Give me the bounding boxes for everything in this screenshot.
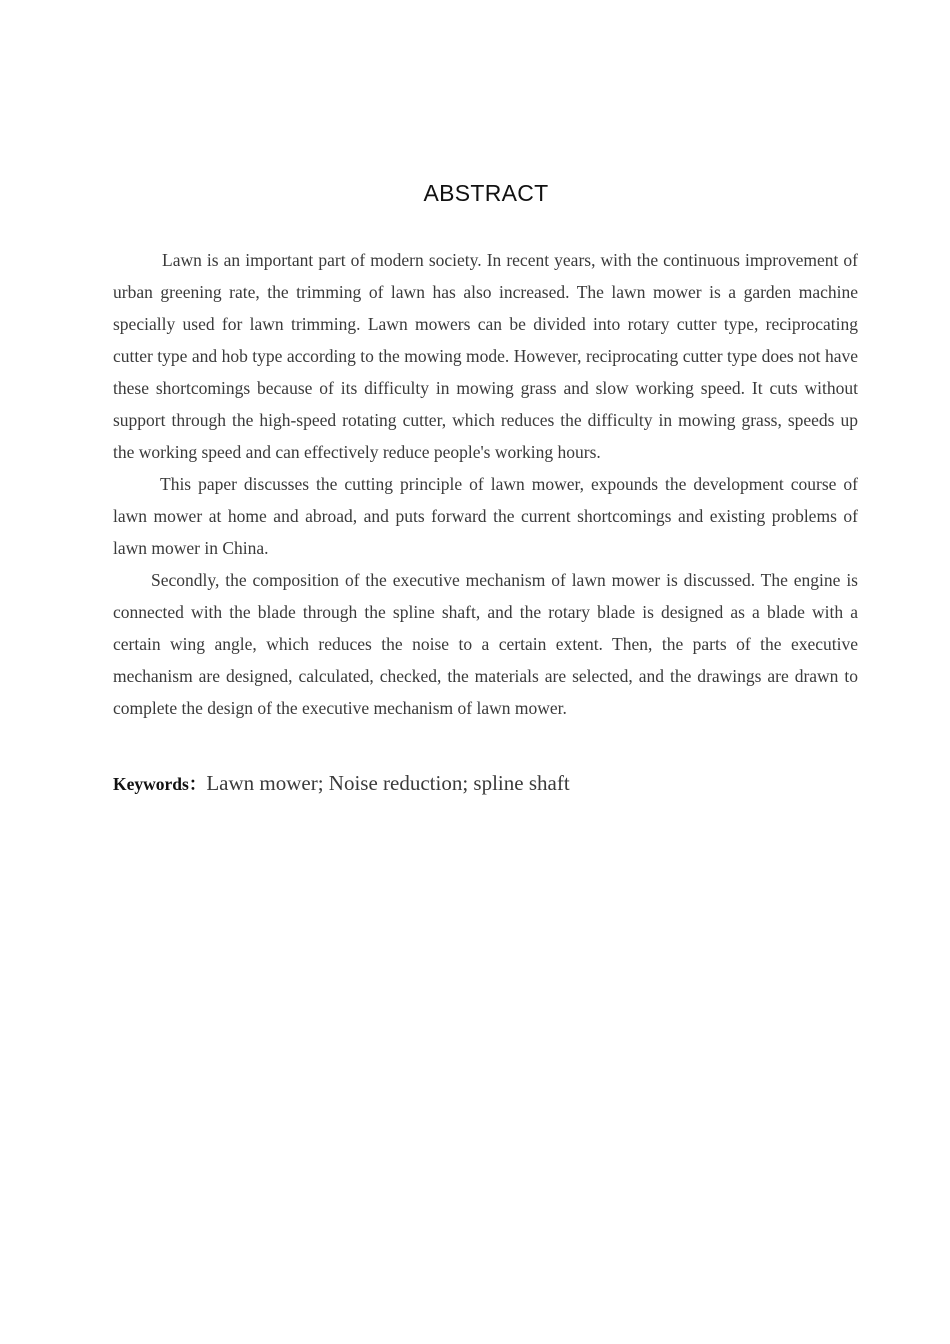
keywords-value: Lawn mower; Noise reduction; spline shaft <box>206 771 570 795</box>
abstract-body <box>113 244 858 724</box>
abstract-paragraph-2: This paper discusses the cutting principle of lawn mower, expounds the development course of lawn mower at home and abroad, and puts forward the current shortcomings and existing problems of lawn mower in China. <box>113 474 858 558</box>
keywords-line <box>113 771 858 796</box>
abstract-paragraph-1: Lawn is an important part of modern society. In recent years, with the continuous improvement of urban greening rate, the trimming of lawn has also increased. The lawn mower is a garden machine specially used for lawn trimming. Lawn mowers can be divided into rotary cutter type, reciprocating cutter type and hob type according to the mowing mode. However, reciprocating cutter type does not have these shortcomings because of its difficulty in mowing grass and slow working speed. It cuts without support through the high-speed rotating cutter, which reduces the difficulty in mowing grass, speeds up the working speed and can effectively reduce people's working hours. <box>113 250 858 462</box>
abstract-title: ABSTRACT <box>423 180 549 206</box>
abstract-paragraph-3: Secondly, the composition of the executive mechanism of lawn mower is discussed. The engine is connected with the blade through the spline shaft, and the rotary blade is designed as a blade with a certain wing angle, which reduces the noise to a certain extent. Then, the parts of the executive mechanism are designed, calculated, checked, the materials are selected, and the drawings are drawn to complete the design of the executive mechanism of lawn mower. <box>113 570 858 718</box>
keywords-label: Keywords： <box>113 774 207 794</box>
